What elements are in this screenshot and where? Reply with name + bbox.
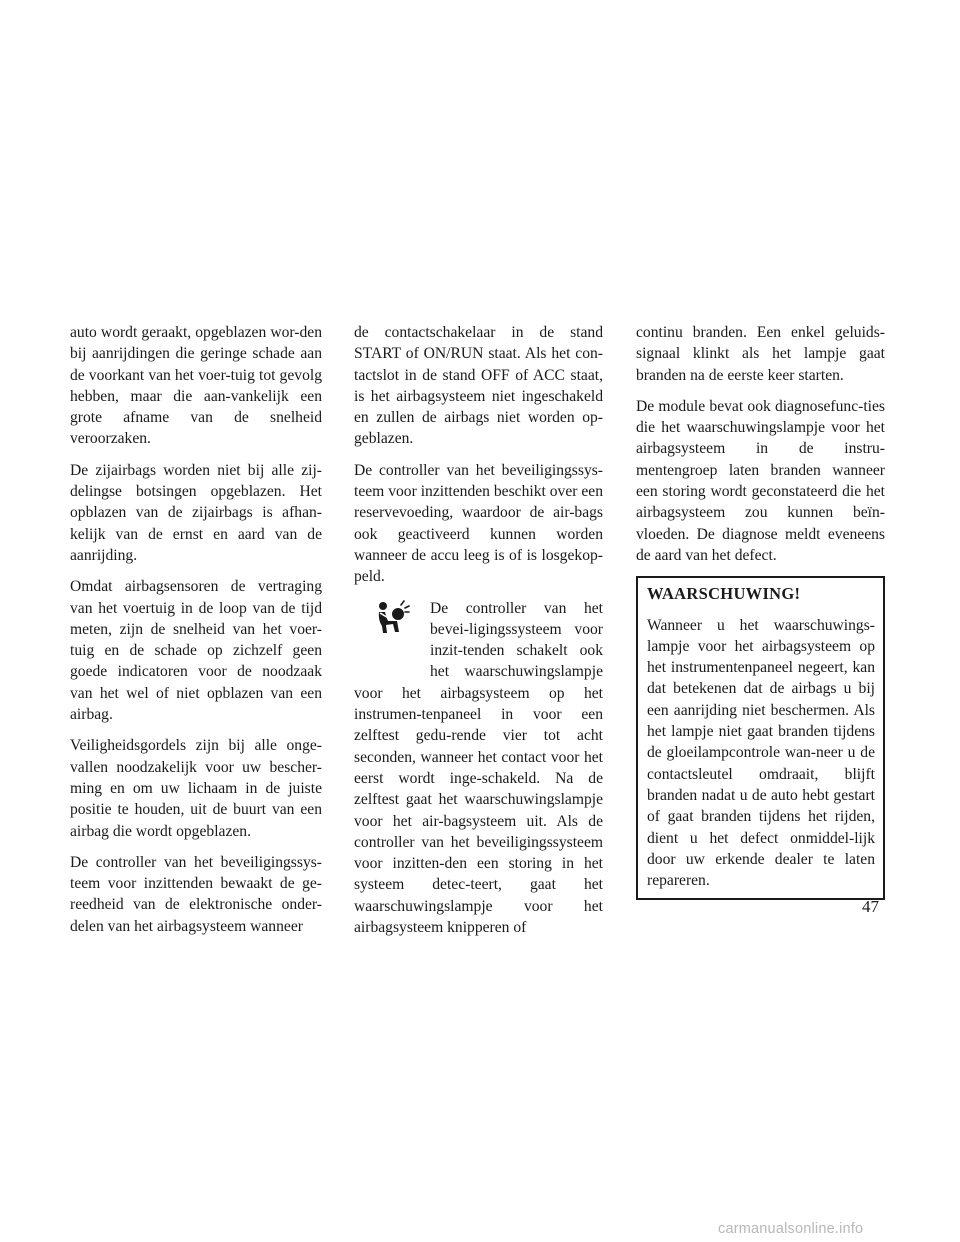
page-number: 47 bbox=[862, 897, 879, 916]
airbag-warning-icon bbox=[364, 600, 420, 668]
paragraph: De controller van het beveiligingssys-teem voor inzittenden bewaakt de ge-reedheid van de elektronische onder-delen van het airbagsysteem wanneer bbox=[70, 853, 322, 935]
paragraph: continu branden. Een enkel geluids-signaal klinkt als het lampje gaat branden na de eerste keer starten. bbox=[636, 324, 885, 384]
watermark: carmanualsonline.info bbox=[718, 1221, 864, 1237]
paragraph: de contactschakelaar in de stand START of ON/RUN staat. Als het con-tactslot in de stand OFF of ACC staat, is het airbagsysteem niet ingeschakeld en zullen de airbags niet worden op-geblazen. bbox=[354, 324, 603, 448]
middle-column bbox=[354, 322, 603, 948]
paragraph: De zijairbags worden niet bij alle zij-delingse botsingen opgeblazen. Het opblazen van de zijairbags is afhan-kelijk van de ernst en aard van de aanrijding. bbox=[70, 461, 322, 564]
paragraph: De controller van het bevei-ligingssysteem voor inzit-tenden schakelt ook het waarschuwingslampje voor het airbagsysteem op het instrumen-tenpaneel in voor een zelftest gedu-rende vier tot acht seconden, wanneer het contact voor het eerst wordt inge-schakeld. Na de zelftest gaat het waarschuwingslampje voor het air-bagsysteem uit. Als de controller van het beveiligingssysteem voor inzitten-den een storing in het systeem detec-teert, gaat het waarschuwingslampje voor het airbagsysteem knipperen of bbox=[354, 599, 603, 937]
warning-title: WAARSCHUWING! bbox=[647, 584, 801, 604]
paragraph: De module bevat ook diagnosefunc-ties die het waarschuwingslampje voor het airbagsysteem in de instru-mentengroep laten branden wanneer een storing wordt geconstateerd die het airbagsysteem zou kunnen beïn-vloeden. De diagnose meldt eveneens de aard van het defect. bbox=[636, 397, 885, 564]
paragraph: auto wordt geraakt, opgeblazen wor-den bij aanrijdingen die geringe schade aan de voorkant van het voer-tuig tot gevolg hebben, maar die aan-vankelijk een grote afname van de snelheid veroorzaken. bbox=[70, 324, 322, 448]
paragraph: Veiligheidsgordels zijn bij alle onge-vallen noodzakelijk voor uw bescher-ming en om uw lichaam in de juiste positie te houden, uit de buurt van een airbag die wordt opgeblazen. bbox=[70, 737, 322, 840]
paragraph: Omdat airbagsensoren de vertraging van het voertuig in de loop van de tijd meten, zijn de snelheid van het voer-tuig en de schade op zichzelf geen goede indicatoren voor de noodzaak van het wel of niet opblazen van een airbag. bbox=[70, 578, 322, 724]
paragraph: De controller van het beveiligingssys-teem voor inzittenden beschikt over een reservevoeding, waardoor de air-bags ook geactiveerd kunnen worden wanneer de accu leeg is of is losgekop-peld. bbox=[354, 461, 603, 586]
left-column bbox=[70, 322, 322, 947]
warning-text: Wanneer u het waarschuwings-lampje voor het airbagsysteem op het instrumentenpaneel negeert, kan dat betekenen dat de airbags u bij een aanrijding niet beschermen. Als het lampje niet gaat branden tijdens de gloeilampcontrole wan-neer u de contactsleutel omdraait, blijft branden nadat u de auto hebt gestart of gaat branden tijdens het rijden, dient u het defect onmiddel-lijk door uw erkende dealer te laten repareren. bbox=[647, 616, 875, 890]
warning-box bbox=[636, 576, 885, 900]
right-column bbox=[636, 322, 885, 900]
